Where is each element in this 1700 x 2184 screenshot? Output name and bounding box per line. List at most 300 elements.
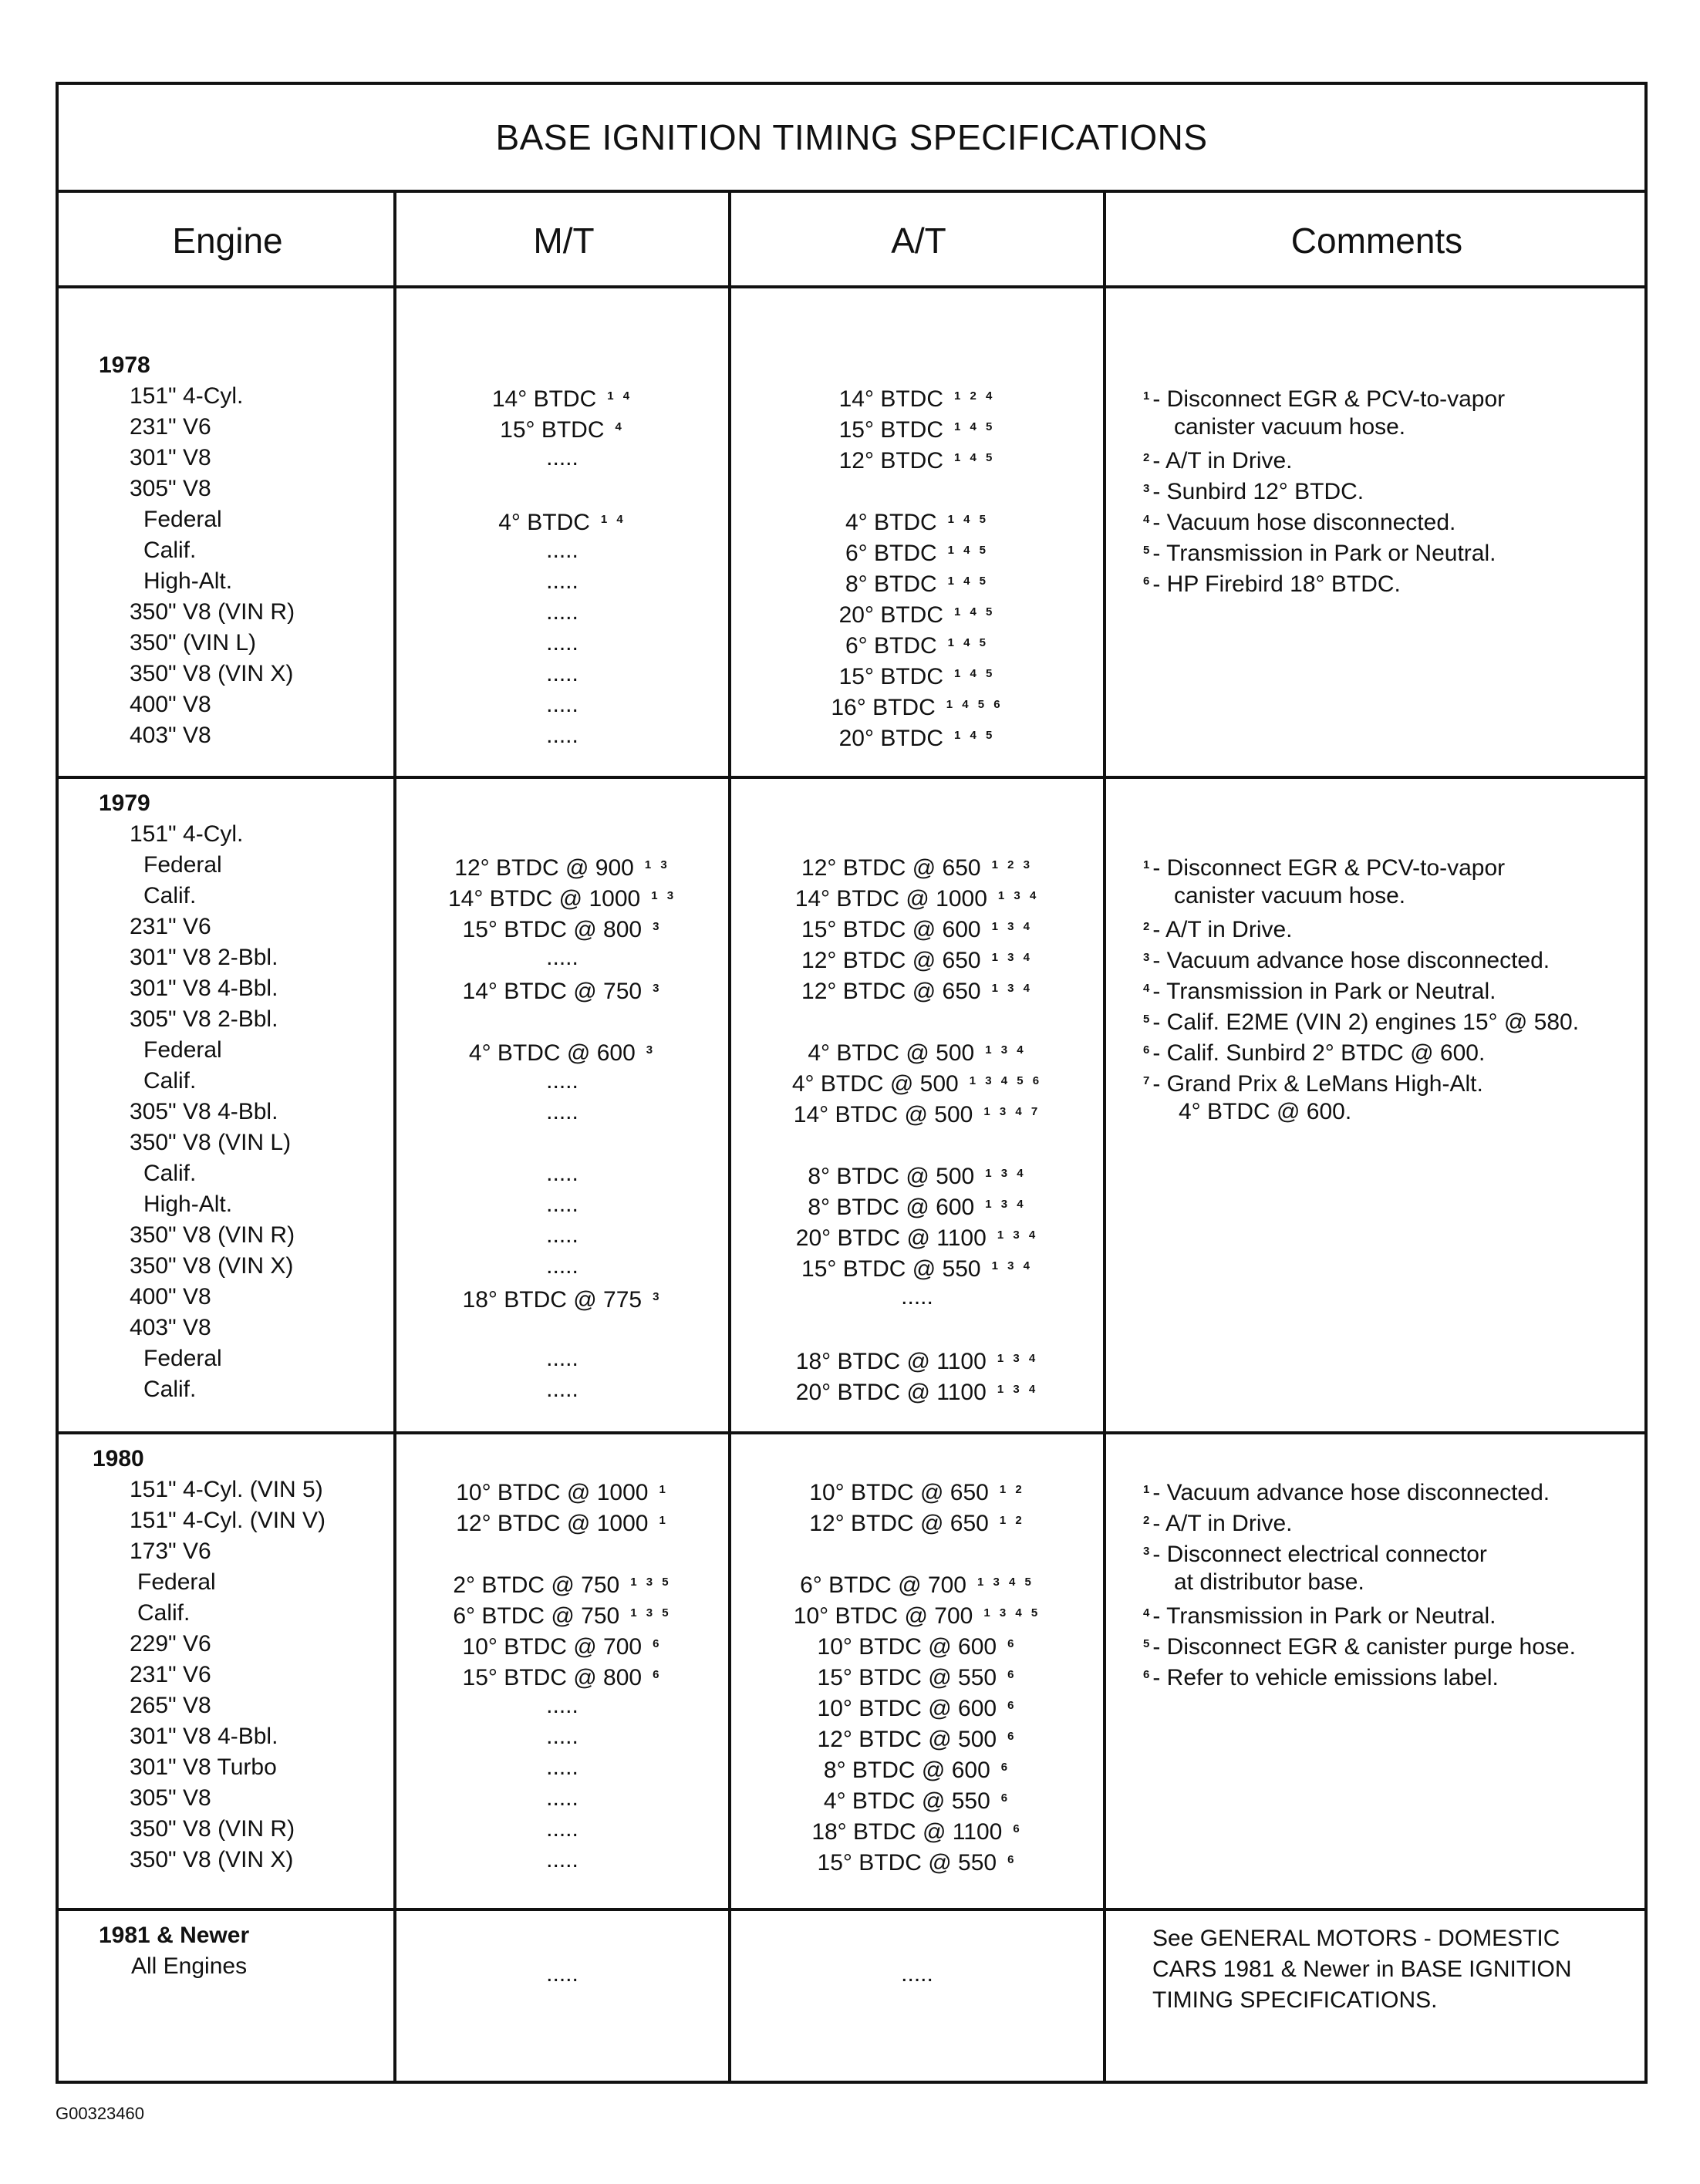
mt-timing-cell	[396, 1035, 728, 1069]
engine-label: 231" V6	[130, 1662, 211, 1687]
mt-timing-cell	[396, 1598, 728, 1632]
at-timing-value: 10° BTDC @ 700	[793, 1603, 973, 1629]
comment-line	[1143, 1475, 1550, 1508]
title-row	[59, 85, 1644, 193]
footnote-number: 1	[1143, 1483, 1150, 1496]
comment-text: TIMING SPECIFICATIONS.	[1152, 1987, 1438, 2013]
at-timing-cell	[731, 659, 1103, 693]
comment-text: - Sunbird 12° BTDC.	[1152, 479, 1364, 504]
comment-text: - Disconnect EGR & PCV-to-vapor	[1152, 855, 1506, 881]
comment-text: - Vacuum advance hose disconnected.	[1152, 1480, 1550, 1505]
timing-spec-table	[56, 82, 1648, 2084]
mt-timing-cell	[396, 1374, 728, 1405]
at-timing-value: 12° BTDC @ 650	[801, 855, 981, 881]
at-timing-value: 14° BTDC	[838, 386, 943, 412]
mt-timing-value: .....	[546, 1754, 578, 1780]
comment-text: - Transmission in Park or Neutral.	[1152, 979, 1496, 1004]
mt-timing-value: 12° BTDC @ 900	[454, 855, 634, 881]
mt-timing-cell	[396, 1814, 728, 1845]
mt-timing-cell	[396, 912, 728, 945]
at-timing-value: 10° BTDC @ 600	[817, 1634, 997, 1660]
at-timing-cell	[731, 942, 1103, 976]
footnote-number: 6	[1143, 1668, 1150, 1681]
mt-timing-cell	[396, 443, 728, 474]
footnote-refs: 1 3 5	[630, 1576, 672, 1589]
at-timing-value: 12° BTDC	[838, 448, 943, 474]
footnote-refs: 1 4 5	[947, 513, 990, 526]
engine-label: 350" V8 (VIN R)	[130, 1816, 295, 1842]
mt-timing-value: .....	[546, 445, 578, 470]
at-timing-value: .....	[901, 1961, 933, 1987]
mt-timing-value: 15° BTDC	[500, 417, 605, 443]
engine-label: 305" V8 4-Bbl.	[130, 1099, 278, 1124]
comment-line	[1143, 942, 1550, 976]
comment-line	[1143, 443, 1293, 477]
engine-label: 305" V8	[130, 1785, 211, 1811]
comment-text: canister vacuum hose.	[1174, 414, 1406, 440]
at-timing-value: 18° BTDC @ 1100	[811, 1819, 1003, 1845]
at-timing-value: 12° BTDC @ 650	[809, 1511, 989, 1536]
section-divider	[59, 1431, 1644, 1434]
footnote-refs: 1 4 5	[954, 420, 996, 433]
model-year: 1980	[93, 1446, 144, 1471]
footnote-refs: 1 4 5	[947, 544, 990, 557]
at-timing-cell	[731, 1251, 1103, 1285]
at-timing-cell	[731, 1220, 1103, 1254]
footnote-number: 2	[1143, 1514, 1150, 1527]
mt-timing-value: 18° BTDC @ 775	[462, 1287, 643, 1313]
footnote-refs: 1 2	[999, 1514, 1025, 1527]
footnote-refs: 1 3 4	[991, 1259, 1033, 1272]
footnote-refs: 1 3 4 5 6	[969, 1074, 1043, 1087]
engine-label: 151" 4-Cyl.	[130, 383, 244, 409]
at-timing-cell	[731, 912, 1103, 945]
mt-timing-value: .....	[546, 1346, 578, 1371]
at-timing-value: 20° BTDC @ 1100	[795, 1225, 987, 1251]
footnote-refs: 6	[1000, 1791, 1011, 1805]
mt-timing-value: 15° BTDC @ 800	[462, 917, 643, 942]
engine-label: 403" V8	[130, 723, 211, 748]
comment-line	[1143, 1536, 1487, 1570]
engine-label: 173" V6	[130, 1539, 211, 1564]
comment-text: - Vacuum hose disconnected.	[1152, 510, 1456, 535]
at-timing-cell	[731, 1282, 1103, 1313]
engine-label: Calif.	[137, 1600, 191, 1626]
footnote-refs: 1 3	[644, 858, 670, 871]
engine-label: 350" V8 (VIN X)	[130, 661, 294, 686]
comment-line	[1143, 566, 1401, 600]
engine-label: 350" V8 (VIN R)	[130, 599, 295, 625]
footnote-refs: 1 4 5	[954, 729, 996, 742]
engine-label: Federal	[143, 1037, 222, 1063]
comment-line	[1143, 535, 1496, 569]
at-timing-cell	[731, 381, 1103, 415]
mt-timing-value: .....	[546, 661, 578, 686]
comment-line	[1143, 1066, 1483, 1100]
mt-timing-value: .....	[546, 1377, 578, 1402]
mt-timing-value: 10° BTDC @ 1000	[456, 1480, 649, 1505]
comment-line	[1143, 1505, 1293, 1539]
mt-timing-cell	[396, 1567, 728, 1601]
comment-text: CARS 1981 & Newer in BASE IGNITION	[1152, 1957, 1572, 1982]
footnote-refs: 3	[653, 982, 663, 995]
comment-text: - A/T in Drive.	[1152, 1511, 1293, 1536]
at-timing-cell	[731, 720, 1103, 754]
at-timing-value: .....	[901, 1284, 933, 1309]
at-timing-value: 10° BTDC @ 600	[817, 1696, 997, 1721]
at-timing-value: 20° BTDC	[838, 602, 943, 628]
at-timing-value: 16° BTDC	[831, 695, 936, 720]
comment-text: - Calif. Sunbird 2° BTDC @ 600.	[1152, 1040, 1486, 1066]
footnote-refs: 1 4 5	[954, 667, 996, 680]
at-timing-cell	[731, 1629, 1103, 1663]
at-timing-cell	[731, 443, 1103, 477]
footnote-refs: 6	[1007, 1699, 1017, 1712]
comment-line	[1174, 1567, 1364, 1598]
comment-text: at distributor base.	[1174, 1569, 1364, 1595]
mt-timing-cell	[396, 881, 728, 915]
footnote-refs: 1 3 4	[997, 889, 1040, 902]
mt-timing-cell	[396, 1845, 728, 1876]
engine-label: 305" V8 2-Bbl.	[130, 1006, 278, 1032]
footnote-refs: 6	[1013, 1822, 1023, 1835]
mt-timing-cell	[396, 1783, 728, 1814]
at-timing-value: 12° BTDC @ 500	[817, 1727, 997, 1752]
at-timing-value: 15° BTDC @ 550	[817, 1850, 997, 1876]
engine-label: Federal	[143, 852, 222, 878]
engine-label: 350" (VIN L)	[130, 630, 257, 656]
at-timing-cell	[731, 566, 1103, 600]
footnote-number: 4	[1143, 1606, 1150, 1619]
at-timing-cell	[731, 1845, 1103, 1879]
comment-text: - Transmission in Park or Neutral.	[1152, 1603, 1496, 1629]
footnote-refs: 1 2 4	[954, 389, 996, 403]
footnote-refs: 1 3 4	[985, 1043, 1027, 1057]
mt-timing-value: .....	[546, 1693, 578, 1718]
footnote-refs: 1 3 4	[997, 1228, 1039, 1242]
mt-timing-cell	[396, 850, 728, 884]
comment-text: - Refer to vehicle emissions label.	[1152, 1665, 1499, 1690]
comment-line	[1152, 1985, 1437, 2016]
comment-line	[1152, 1923, 1560, 1954]
comment-line	[1143, 504, 1455, 538]
engine-label: Calif.	[143, 1161, 197, 1186]
at-timing-value: 8° BTDC @ 500	[808, 1164, 975, 1189]
at-timing-value: 15° BTDC	[838, 664, 943, 689]
mt-timing-cell	[396, 659, 728, 689]
comment-line	[1174, 412, 1405, 443]
mt-timing-value: .....	[546, 1785, 578, 1811]
at-timing-value: 8° BTDC @ 600	[808, 1195, 975, 1220]
comment-text: - Calif. E2ME (VIN 2) engines 15° @ 580.	[1152, 1009, 1580, 1035]
footnote-number: 6	[1143, 1043, 1150, 1057]
footnote-refs: 1 4 5 6	[946, 698, 1003, 711]
comment-line	[1143, 1004, 1579, 1038]
engine-label: Calif.	[143, 883, 197, 908]
comment-text: - HP Firebird 18° BTDC.	[1152, 571, 1401, 597]
engine-label: 231" V6	[130, 914, 211, 939]
engine-label: 400" V8	[130, 1284, 211, 1309]
footnote-refs: 1 4	[600, 513, 626, 526]
comment-line	[1174, 881, 1405, 912]
comment-line	[1143, 973, 1496, 1007]
at-timing-cell	[731, 1158, 1103, 1192]
mt-timing-value: 4° BTDC	[498, 510, 590, 535]
engine-label: 231" V6	[130, 414, 211, 440]
mt-timing-cell	[396, 535, 728, 566]
at-timing-value: 4° BTDC @ 500	[808, 1040, 975, 1066]
footnote-refs: 1 3 4	[991, 951, 1033, 964]
comment-line	[1143, 1598, 1496, 1632]
at-timing-cell	[731, 689, 1103, 723]
footnote-number: 7	[1143, 1074, 1150, 1087]
footnote-refs: 3	[646, 1043, 656, 1057]
at-timing-cell	[731, 1066, 1103, 1100]
engine-label: Federal	[137, 1569, 216, 1595]
at-timing-cell	[731, 881, 1103, 915]
mt-timing-cell	[396, 1505, 728, 1539]
mt-timing-value: .....	[546, 568, 578, 594]
comment-line	[1143, 1629, 1576, 1663]
footnote-refs: 1 4 5	[947, 575, 990, 588]
mt-timing-cell	[396, 1629, 728, 1663]
engine-label: All Engines	[131, 1953, 248, 1979]
engine-label: High-Alt.	[143, 568, 233, 594]
mt-timing-cell	[396, 1343, 728, 1374]
mt-timing-cell	[396, 566, 728, 597]
at-timing-value: 20° BTDC @ 1100	[795, 1380, 987, 1405]
at-timing-value: 6° BTDC @ 700	[800, 1572, 966, 1598]
footnote-refs: 1 3 4	[991, 982, 1033, 995]
at-timing-cell	[731, 1343, 1103, 1377]
footnote-number: 6	[1143, 575, 1150, 588]
mt-timing-value: .....	[546, 1191, 578, 1217]
mt-timing-value: .....	[546, 599, 578, 625]
at-timing-cell	[731, 412, 1103, 446]
footnote-refs: 6	[1007, 1668, 1017, 1681]
header-row	[59, 193, 1644, 288]
at-timing-cell	[731, 1814, 1103, 1848]
engine-label: 151" 4-Cyl. (VIN V)	[130, 1508, 326, 1533]
comment-text: - A/T in Drive.	[1152, 448, 1293, 474]
engine-label: Calif.	[143, 538, 197, 563]
header-at: A/T	[891, 221, 946, 261]
at-timing-cell	[731, 1475, 1103, 1508]
mt-timing-cell	[396, 1251, 728, 1282]
at-timing-cell	[731, 1783, 1103, 1817]
engine-label: Calif.	[143, 1068, 197, 1094]
mt-timing-cell	[396, 1282, 728, 1316]
header-engine: Engine	[172, 221, 283, 261]
comment-text: - Disconnect electrical connector	[1152, 1542, 1487, 1567]
comment-text: - Disconnect EGR & PCV-to-vapor	[1152, 386, 1506, 412]
comment-line	[1152, 1954, 1572, 1985]
footnote-refs: 1 3 5	[630, 1606, 672, 1619]
at-timing-value: 18° BTDC @ 1100	[795, 1349, 987, 1374]
comment-line	[1143, 1660, 1499, 1694]
engine-label: 229" V6	[130, 1631, 211, 1657]
footnote-refs: 3	[653, 920, 663, 933]
comment-text: 4° BTDC @ 600.	[1179, 1099, 1352, 1124]
mt-timing-cell	[396, 1660, 728, 1694]
at-timing-cell	[731, 1567, 1103, 1601]
mt-timing-value: .....	[546, 1961, 578, 1987]
footnote-refs: 1 3 4 5	[983, 1606, 1041, 1619]
at-timing-value: 15° BTDC @ 550	[801, 1256, 981, 1282]
mt-timing-value: 6° BTDC @ 750	[453, 1603, 620, 1629]
engine-label: High-Alt.	[143, 1191, 233, 1217]
at-timing-value: 8° BTDC	[845, 571, 937, 597]
mt-timing-cell	[396, 1158, 728, 1189]
footnote-number: 3	[1143, 951, 1150, 964]
footnote-number: 1	[1143, 858, 1150, 871]
at-timing-cell	[731, 1660, 1103, 1694]
footnote-refs: 1 3 4	[997, 1352, 1039, 1365]
mt-timing-cell	[396, 973, 728, 1007]
engine-label: 301" V8 4-Bbl.	[130, 976, 278, 1001]
mt-timing-cell	[396, 1066, 728, 1097]
engine-label: Calif.	[143, 1377, 197, 1402]
engine-label: Federal	[143, 507, 222, 532]
at-timing-cell	[731, 973, 1103, 1007]
mt-timing-value: .....	[546, 1099, 578, 1124]
at-timing-cell	[731, 850, 1103, 884]
at-timing-value: 14° BTDC @ 1000	[794, 886, 987, 912]
mt-timing-cell	[396, 1752, 728, 1783]
at-timing-value: 10° BTDC @ 650	[809, 1480, 989, 1505]
at-timing-cell	[731, 1505, 1103, 1539]
at-timing-cell	[731, 597, 1103, 631]
at-timing-cell	[731, 1690, 1103, 1724]
mt-timing-value: 4° BTDC @ 600	[468, 1040, 636, 1066]
at-timing-cell	[731, 1598, 1103, 1632]
mt-timing-value: .....	[546, 538, 578, 563]
footnote-refs: 1 2 3	[991, 858, 1033, 871]
engine-label: 305" V8	[130, 476, 211, 501]
comment-text: - Grand Prix & LeMans High-Alt.	[1152, 1071, 1483, 1097]
mt-timing-cell	[396, 1189, 728, 1220]
footnote-refs: 3	[653, 1290, 663, 1303]
mt-timing-cell	[396, 1220, 728, 1251]
footnote-refs: 6	[1007, 1637, 1017, 1650]
mt-timing-value: 15° BTDC @ 800	[462, 1665, 643, 1690]
at-timing-cell	[731, 1752, 1103, 1786]
footnote-refs: 1 4 5	[947, 636, 990, 649]
mt-timing-cell	[396, 1721, 728, 1752]
mt-timing-value: .....	[546, 1724, 578, 1749]
mt-timing-cell	[396, 1959, 728, 1990]
at-timing-cell	[731, 1959, 1103, 1990]
mt-timing-value: 14° BTDC	[491, 386, 597, 412]
at-timing-value: 6° BTDC	[845, 633, 937, 659]
footnote-refs: 1 3	[651, 889, 677, 902]
mt-timing-cell	[396, 1097, 728, 1127]
footnote-refs: 1 3 4	[985, 1198, 1027, 1211]
section-divider	[59, 776, 1644, 779]
engine-label: 301" V8	[130, 445, 211, 470]
footnote-refs: 1 4	[607, 389, 633, 403]
engine-label: 151" 4-Cyl. (VIN 5)	[130, 1477, 323, 1502]
at-timing-value: 4° BTDC @ 500	[791, 1071, 959, 1097]
engine-label: 400" V8	[130, 692, 211, 717]
engine-label: 301" V8 Turbo	[130, 1754, 277, 1780]
footnote-refs: 1 4 5	[954, 605, 996, 618]
engine-label: 301" V8 2-Bbl.	[130, 945, 278, 970]
mt-timing-value: .....	[546, 1161, 578, 1186]
comment-text: See GENERAL MOTORS - DOMESTIC	[1152, 1926, 1560, 1951]
mt-timing-cell	[396, 628, 728, 659]
footnote-refs: 6	[653, 1668, 663, 1681]
at-timing-cell	[731, 1035, 1103, 1069]
at-timing-cell	[731, 1374, 1103, 1408]
at-timing-cell	[731, 1721, 1103, 1755]
at-timing-cell	[731, 1189, 1103, 1223]
comment-line	[1143, 1035, 1485, 1069]
at-timing-value: 12° BTDC @ 650	[801, 979, 981, 1004]
mt-timing-cell	[396, 381, 728, 415]
footnote-refs: 6	[1007, 1853, 1017, 1866]
mt-timing-value: 12° BTDC @ 1000	[456, 1511, 649, 1536]
footnote-number: 3	[1143, 1545, 1150, 1558]
header-comments: Comments	[1290, 221, 1463, 261]
at-timing-value: 15° BTDC @ 550	[817, 1665, 997, 1690]
footnote-number: 4	[1143, 982, 1150, 995]
footnote-refs: 1 3 4 7	[983, 1105, 1041, 1118]
mt-timing-value: .....	[546, 1222, 578, 1248]
mt-timing-cell	[396, 1690, 728, 1721]
engine-label: Federal	[143, 1346, 222, 1371]
engine-label: 403" V8	[130, 1315, 211, 1340]
footnote-refs: 1 4 5	[954, 451, 996, 464]
mt-timing-value: .....	[546, 945, 578, 970]
mt-timing-cell	[396, 689, 728, 720]
mt-timing-value: .....	[546, 692, 578, 717]
at-timing-value: 4° BTDC	[845, 510, 937, 535]
comment-line	[1143, 474, 1364, 507]
footnote-refs: 1 3 4	[997, 1383, 1039, 1396]
engine-label: 350" V8 (VIN R)	[130, 1222, 295, 1248]
at-timing-value: 12° BTDC @ 650	[801, 948, 981, 973]
mt-timing-value: .....	[546, 723, 578, 748]
mt-timing-value: 14° BTDC @ 750	[462, 979, 643, 1004]
at-timing-value: 20° BTDC	[838, 726, 943, 751]
mt-timing-cell	[396, 942, 728, 973]
model-year: 1979	[99, 790, 150, 816]
comment-line	[1143, 912, 1293, 945]
comment-text: - Transmission in Park or Neutral.	[1152, 541, 1496, 566]
footnote-number: 4	[1143, 513, 1150, 526]
at-timing-cell	[731, 1097, 1103, 1131]
footnote-number: 5	[1143, 1013, 1150, 1026]
at-timing-value: 14° BTDC @ 500	[793, 1102, 973, 1127]
table-title: BASE IGNITION TIMING SPECIFICATIONS	[495, 117, 1208, 157]
at-timing-value: 8° BTDC @ 600	[823, 1758, 990, 1783]
at-timing-cell	[731, 504, 1103, 538]
footnote-refs: 1 2	[999, 1483, 1025, 1496]
engine-label: 350" V8 (VIN X)	[130, 1847, 294, 1872]
engine-label: 265" V8	[130, 1693, 211, 1718]
at-timing-value: 15° BTDC @ 600	[801, 917, 981, 942]
model-year: 1978	[99, 352, 150, 378]
comment-text: - Vacuum advance hose disconnected.	[1152, 948, 1550, 973]
footnote-refs: 4	[615, 420, 625, 433]
mt-timing-value: .....	[546, 1847, 578, 1872]
comment-text: - Disconnect EGR & canister purge hose.	[1152, 1634, 1576, 1660]
mt-timing-value: .....	[546, 1068, 578, 1094]
footnote-refs: 1 3 4	[991, 920, 1033, 933]
footnote-number: 2	[1143, 451, 1150, 464]
section-divider	[59, 1908, 1644, 1911]
